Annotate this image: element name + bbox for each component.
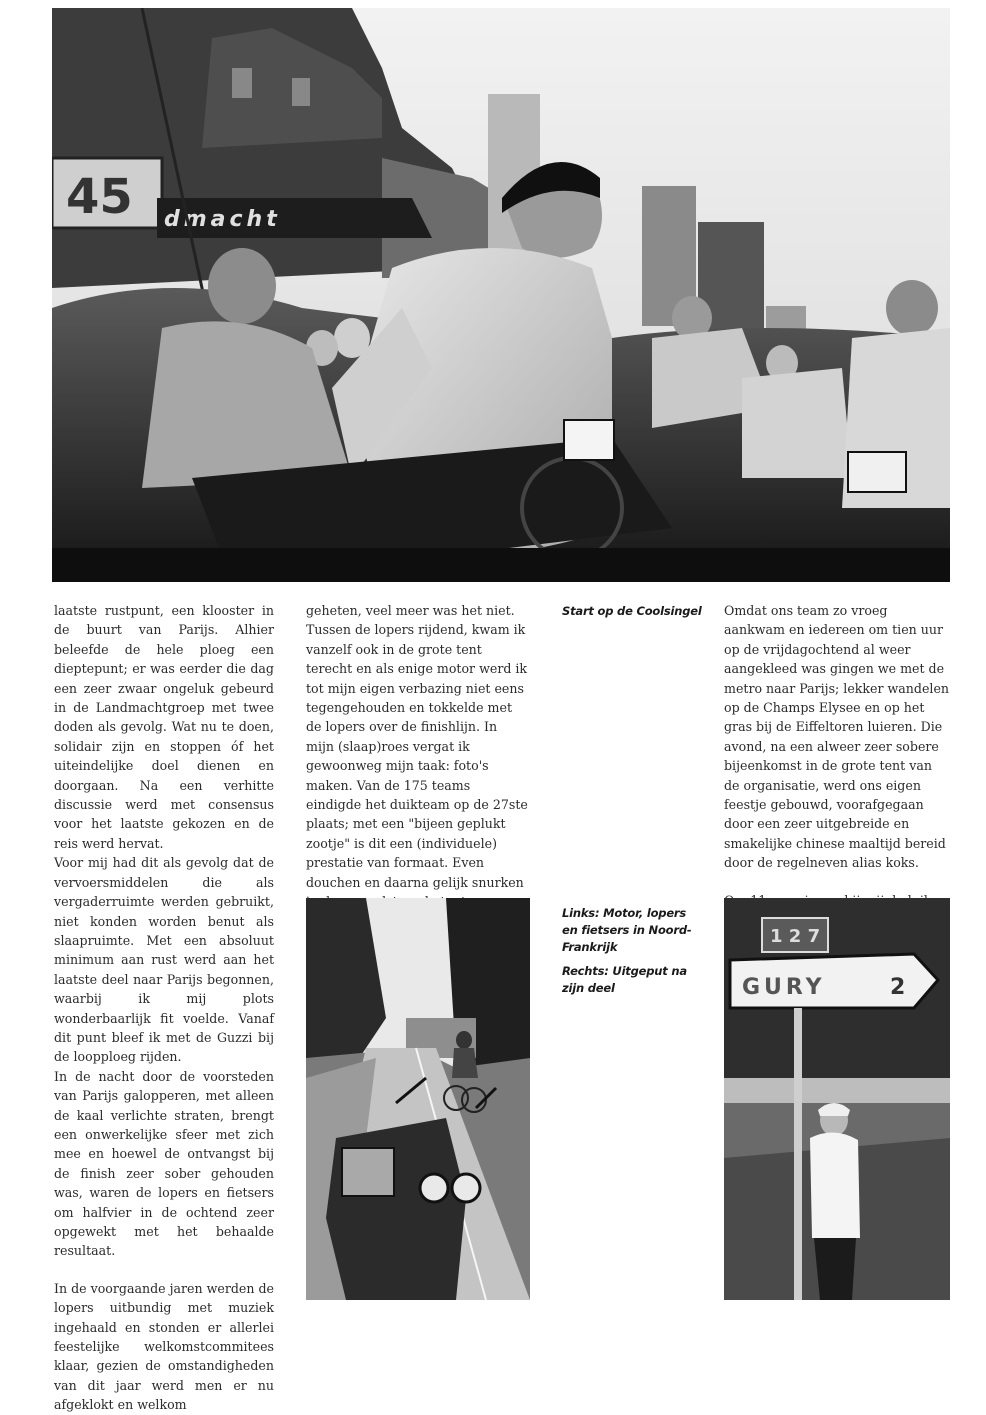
motor-photo-graphic [306,898,530,1300]
article-column-1 [54,601,274,1415]
column2-paragraph-1: geheten, veel meer was het niet. Tussen de lopers rijdend, kwam ik vanzelf ook in de grote tent terecht en als enige motor werd ik tot mijn eigen verbazing niet eens tegengehouden en tokkelde met de lopers over de finishlijn. In mijn (slaap)roes vergat ik gewoonweg mijn taak: foto's maken. Van de 175 teams eindigde het duikteam op de 27ste plaats; met een "bijeen geplukt zootje" is dit een (individuele) prestatie van formaat. Even douchen en daarna gelijk snurken [306,603,528,890]
column1-paragraph-1: laatste rustpunt, een klooster in de buurt van Parijs. Alhier beleefde de hele ploeg een dieptepunt; er was eerder die dag een zeer zwaar ongeluk gebeurd in de Landmachtgroep met twee doden als gevolg. Wat nu te doen, solidair zijn en stoppen óf het uiteindelijke doel dienen en doorgaan. Na een verhitte discussie werd met consensus voor het laatste gekozen en de reis werd hervat. [54,603,274,851]
caption-left-photo: Links: Motor, lopers en fietsers in Noord-Frankrijk [562,906,692,954]
top-photo-graphic [52,8,950,582]
banner-text: dmacht [164,207,281,232]
column1-paragraph-2: Voor mij had dit als gevolg dat de vervoersmiddelen die als vergaderruimte werden gebruikt, niet konden worden benut als slaapruimte. Met een absoluut minimum aan rust werd aan het laatste deel naar Parijs begonnen, waarbij ik mij plots wonderbaarlijk fit voelde. Vanaf dit punt bleef ik met de Guzzi bij de loopploeg rijden. [54,855,274,1065]
article-column-2 [306,601,528,912]
race-number-sign: 45 [66,169,133,225]
column1-paragraph-3: In de nacht door de voorsteden van Parijs galopperen, met alleen de kaal verlichte straten, brengt een onwerkelijke sfeer met zich mee en hoewel de ontvangst bij de finish zeer sober gehouden was, waren de lopers en fietsers om halfvier in de ochtend zeer opgewekt met het behaalde resultaat. [54,1068,274,1259]
article-column-4 [724,601,950,910]
caption-right-photo: Rechts: Uitgeput na zijn deel [562,964,687,995]
photo-motor-noord-frankrijk [306,898,530,1300]
column1-paragraph-4: In de voorgaande jaren werden de lopers uitbundig met muziek ingehaald en stonden er allerlei feestelijke welkomstcommitees klaar, gezien de omstandigheden van dit jaar werd men er nu afgeklokt en welkom [54,1280,275,1413]
top-photo-start-coolsingel [52,8,950,582]
road-sign-distance: 2 [890,975,906,1000]
road-sign-town: GURY [742,975,826,1000]
photo-uitgeput-gury-sign [724,898,950,1300]
caption-top-photo: Start op de Coolsingel [562,604,702,618]
column4-paragraph-1: Omdat ons team zo vroeg aankwam en iedereen om tien uur op de vrijdagochtend al weer aangekleed was gingen we met de metro naar Parijs; lekker wandelen op de Champs Elysee en op het gras bij de Eiffeltoren luieren. Die avond, na een alweer zeer sobere bijeenkomst in de grote tent van de organisatie, werd ons eigen feestje gebouwd, voorafgegaan door een zeer uitgebreide en smakelijke chinese maaltijd bereid door de regelneven alias koks. [724,603,950,871]
route-number-sign: 1 2 7 [770,926,821,947]
gury-photo-graphic [724,898,950,1300]
